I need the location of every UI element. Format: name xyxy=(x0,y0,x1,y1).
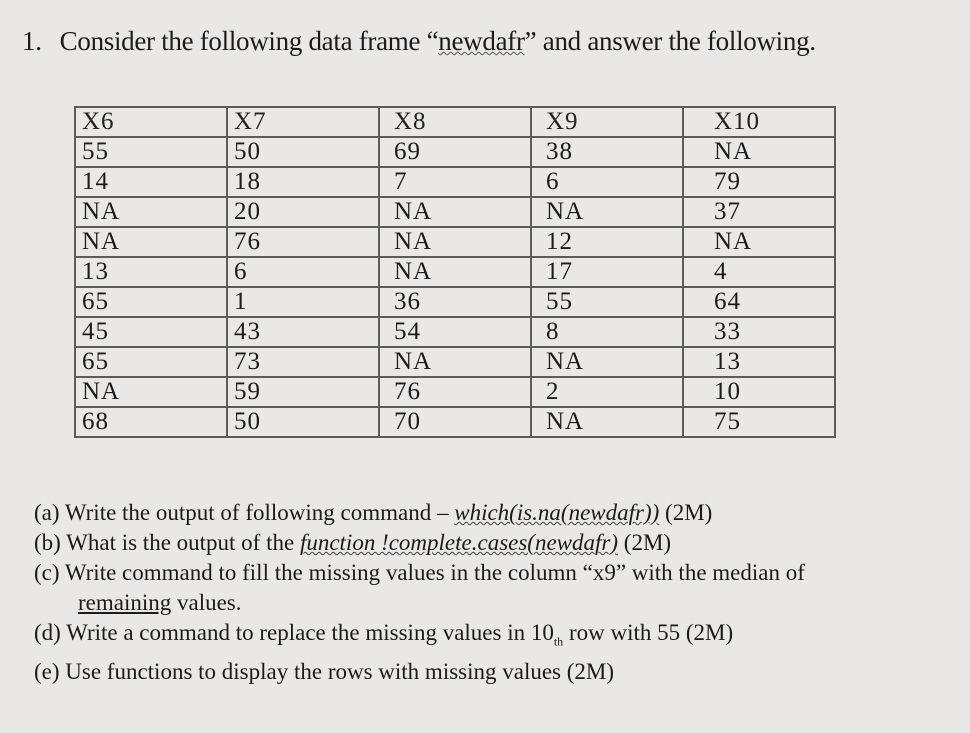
table-row xyxy=(75,287,835,317)
subquestion-c-underlined: remaining xyxy=(78,590,172,615)
table-cell: 68 xyxy=(75,407,227,437)
column-header-x8: X8 xyxy=(379,107,531,137)
table-cell: 13 xyxy=(683,347,835,377)
table-cell: NA xyxy=(75,377,227,407)
subquestion-c-line2-rest: values. xyxy=(171,590,242,615)
table-cell: 38 xyxy=(531,137,683,167)
table-cell: 76 xyxy=(379,377,531,407)
subquestion-d-sup: th xyxy=(553,634,564,649)
subquestion-a-code: which(is.na(newdafr)) xyxy=(454,500,660,525)
table-row xyxy=(75,317,835,347)
table-cell: 20 xyxy=(227,197,379,227)
table-cell: 45 xyxy=(75,317,227,347)
table-cell: 55 xyxy=(75,137,227,167)
table-cell: 79 xyxy=(683,167,835,197)
table-cell: 33 xyxy=(683,317,835,347)
table-cell: NA xyxy=(531,197,683,227)
column-header-x9: X9 xyxy=(531,107,683,137)
table-cell: 6 xyxy=(227,257,379,287)
table-cell: 8 xyxy=(531,317,683,347)
subquestion-a xyxy=(34,498,805,528)
table-cell: 7 xyxy=(379,167,531,197)
table-cell: 1 xyxy=(227,287,379,317)
question-title xyxy=(22,26,816,57)
table-cell: 70 xyxy=(379,407,531,437)
table-cell: NA xyxy=(683,137,835,167)
subquestion-d-post: row with 55 (2M) xyxy=(563,620,734,645)
subquestion-a-marks: (2M) xyxy=(659,500,713,525)
table-cell: 65 xyxy=(75,347,227,377)
table-row xyxy=(75,227,835,257)
table-cell: NA xyxy=(379,227,531,257)
column-header-x7: X7 xyxy=(227,107,379,137)
subquestion-e xyxy=(34,657,805,687)
table-cell: NA xyxy=(531,407,683,437)
dataframe-table xyxy=(74,106,836,438)
table-cell: 65 xyxy=(75,287,227,317)
subquestion-d-pre: (d) Write a command to replace the missing values in 10 xyxy=(34,620,554,645)
table-cell: 69 xyxy=(379,137,531,167)
subquestion-b-code: function !complete.cases(newdafr) xyxy=(299,530,619,555)
table-row xyxy=(75,167,835,197)
subquestion-b xyxy=(34,528,805,558)
table-cell: 64 xyxy=(683,287,835,317)
table-cell: 12 xyxy=(531,227,683,257)
table-cell: 4 xyxy=(683,257,835,287)
table-cell: 36 xyxy=(379,287,531,317)
table-cell: 14 xyxy=(75,167,227,197)
table-row xyxy=(75,377,835,407)
subquestion-d xyxy=(34,618,805,657)
table-cell: 76 xyxy=(227,227,379,257)
table-cell: 54 xyxy=(379,317,531,347)
column-header-x6: X6 xyxy=(75,107,227,137)
table-cell: 6 xyxy=(531,167,683,197)
table-cell: 10 xyxy=(683,377,835,407)
table-cell: 2 xyxy=(531,377,683,407)
subquestion-b-marks: (2M) xyxy=(618,530,672,555)
dataframe-name: newdafr xyxy=(438,26,525,56)
column-header-x10: X10 xyxy=(683,107,835,137)
subquestion-b-text: (b) What is the output of the xyxy=(34,530,300,555)
table-cell: 59 xyxy=(227,377,379,407)
table-cell: NA xyxy=(683,227,835,257)
table-cell: NA xyxy=(75,227,227,257)
table-cell: 13 xyxy=(75,257,227,287)
table-cell: 18 xyxy=(227,167,379,197)
question-title-suffix: ” and answer the following. xyxy=(524,26,816,56)
table-row xyxy=(75,347,835,377)
table-cell: NA xyxy=(379,257,531,287)
table-cell: NA xyxy=(379,347,531,377)
table-row xyxy=(75,407,835,437)
table-row xyxy=(75,137,835,167)
table-cell: 73 xyxy=(227,347,379,377)
table-header-row xyxy=(75,107,835,137)
table-cell: 50 xyxy=(227,137,379,167)
table-cell: 55 xyxy=(531,287,683,317)
subquestion-c xyxy=(34,558,805,588)
table-cell: 50 xyxy=(227,407,379,437)
question-title-prefix: Consider the following data frame “ xyxy=(59,26,439,56)
table-cell: NA xyxy=(75,197,227,227)
subquestion-e-text: (e) Use functions to display the rows with missing values (2M) xyxy=(34,658,615,684)
subquestion-c-line1: (c) Write command to fill the missing values in the column “x9” with the median of xyxy=(34,560,805,585)
table-cell: 43 xyxy=(227,317,379,347)
subquestion-c-continued xyxy=(34,588,805,618)
table-cell: 75 xyxy=(683,407,835,437)
table-cell: NA xyxy=(531,347,683,377)
table-cell: 37 xyxy=(683,197,835,227)
subquestion-list xyxy=(34,498,805,687)
table-cell: NA xyxy=(379,197,531,227)
table-cell: 17 xyxy=(531,257,683,287)
table-row xyxy=(75,197,835,227)
table-row xyxy=(75,257,835,287)
question-number: 1. xyxy=(22,26,42,56)
subquestion-a-text: (a) Write the output of following command – xyxy=(34,500,455,525)
